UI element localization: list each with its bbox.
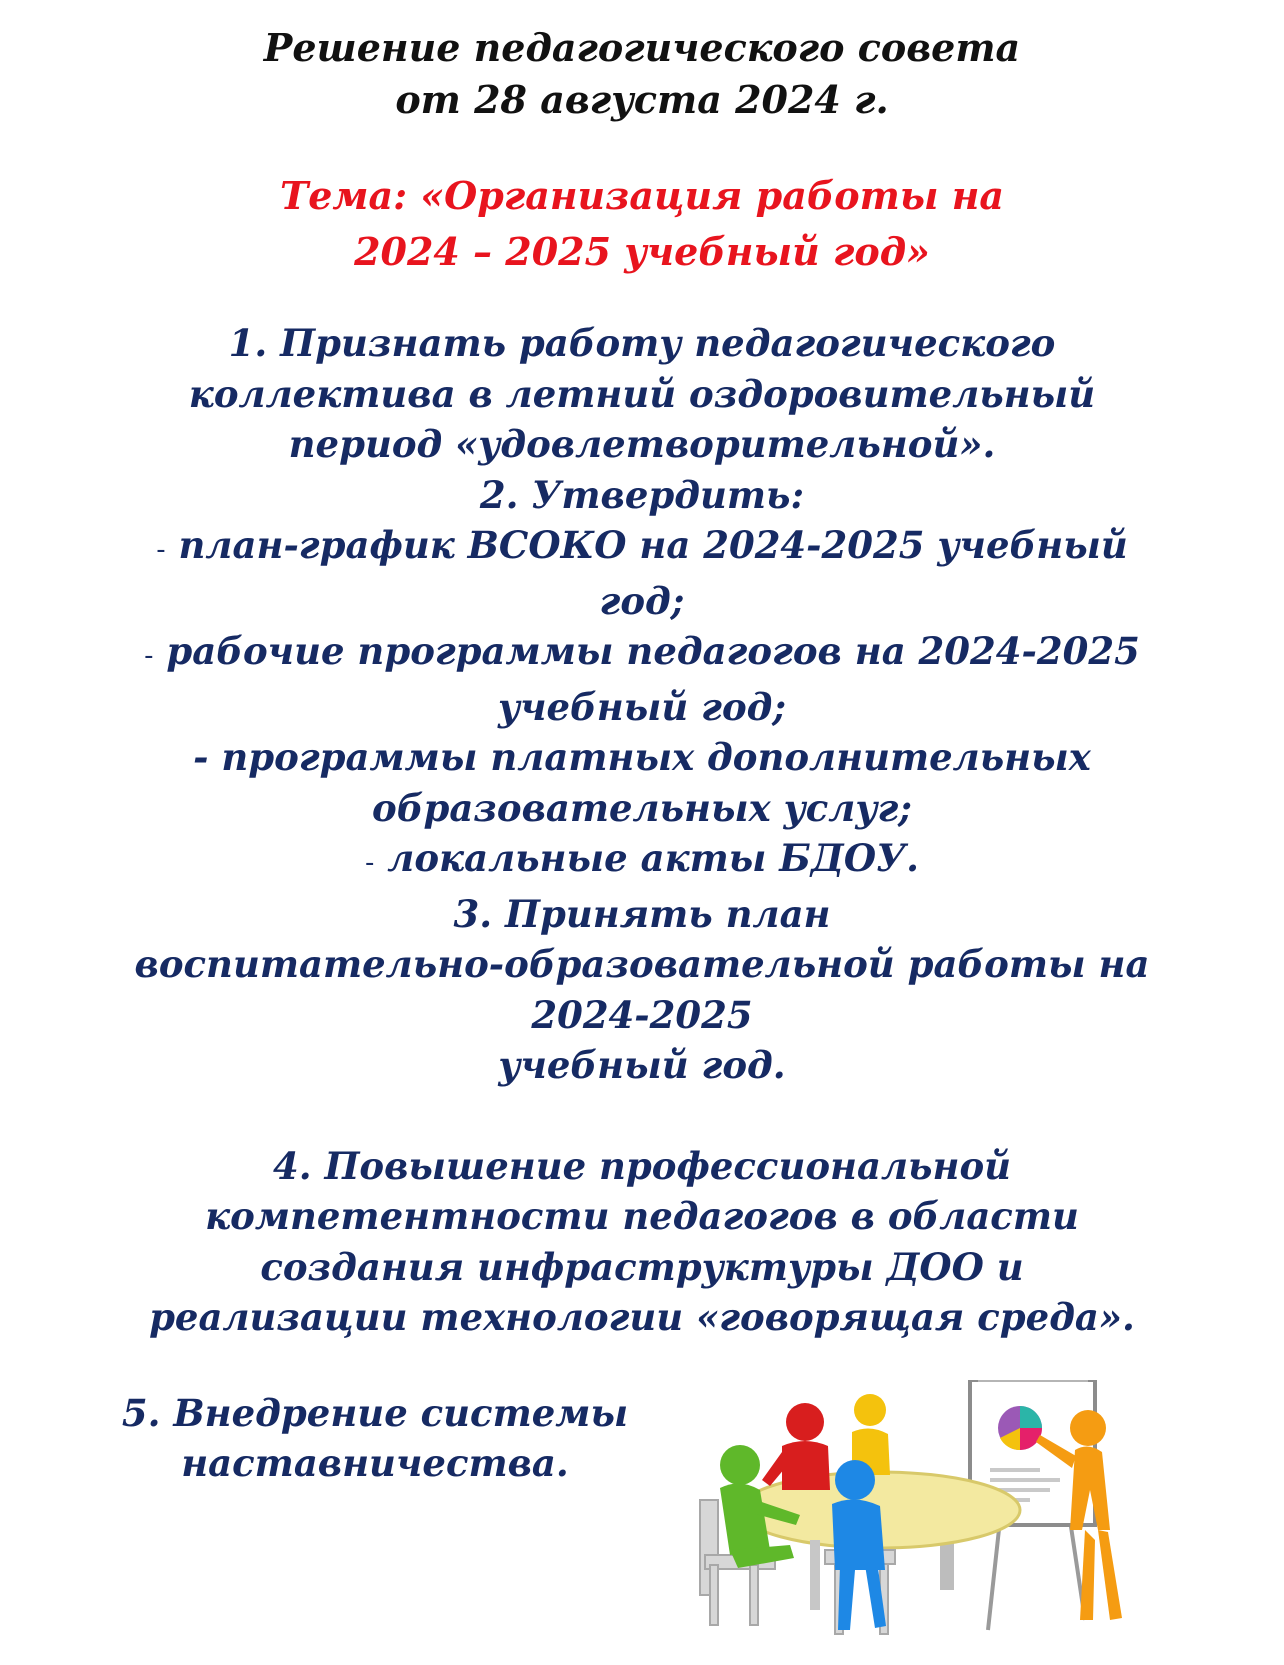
topic-line-2: 2024 – 2025 учебный год» — [354, 229, 930, 274]
item-2-sub-4 — [60, 833, 1224, 889]
bullet-dash: - — [144, 641, 154, 671]
item-1-line-2: коллектива в летний оздоровительный — [188, 371, 1096, 416]
meeting-people-illustration — [690, 1380, 1170, 1650]
item-3-line-1: 3. Принять план — [453, 891, 831, 936]
item-5 — [95, 1388, 655, 1488]
item-2-sub-3-line-1: программы платных дополнительных — [221, 735, 1091, 779]
bullet-dash: - — [193, 735, 209, 779]
item-3-line-2: воспитательно-образовательной работы на — [134, 942, 1150, 986]
item-4-line-2: компетентности педагогов в области — [205, 1194, 1079, 1238]
document-header — [0, 22, 1284, 126]
item-4-line-4: реализации технологии «говорящая среда». — [149, 1295, 1135, 1339]
item-2-sub-3-line-2: образовательных услуг; — [372, 785, 912, 830]
item-1-line-3: период «удовлетворительной». — [288, 422, 996, 466]
bullet-dash: - — [156, 535, 166, 565]
item-5-line-1: 5. Внедрение системы — [121, 1391, 629, 1435]
header-line-2: от 28 августа 2024 г. — [395, 77, 889, 122]
decision-items — [60, 318, 1224, 1343]
spacer — [60, 1091, 1224, 1141]
item-1-line-1: 1. Признать работу педагогического — [228, 321, 1056, 365]
bullet-dash: - — [365, 848, 375, 878]
header-line-1: Решение педагогического совета — [263, 25, 1021, 70]
item-2-heading: 2. Утвердить: — [479, 472, 805, 517]
item-2-sub-1-line-1: план-график ВСОКО на 2024-2025 учебный — [178, 523, 1128, 567]
item-2-sub-3 — [60, 732, 1224, 783]
item-4-line-3: создания инфраструктуры ДОО и — [260, 1244, 1024, 1289]
topic-title — [0, 168, 1284, 280]
item-4-line-1: 4. Повышение профессиональной — [272, 1143, 1012, 1188]
item-2-sub-1-line-2: год; — [599, 578, 685, 623]
item-2-sub-2 — [60, 626, 1224, 682]
item-2-sub-2-line-2: учебный год; — [497, 684, 787, 729]
topic-line-1: Тема: «Организация работы на — [279, 173, 1005, 218]
item-2-sub-1 — [60, 520, 1224, 576]
item-2-sub-2-line-1: рабочие программы педагогов на 2024-2025 — [166, 629, 1140, 673]
item-3-line-3: 2024-2025 — [531, 992, 753, 1037]
item-3-line-4: учебный год. — [498, 1043, 786, 1087]
item-5-line-2: наставничества. — [181, 1441, 569, 1485]
item-2-sub-4-text: локальные акты БДОУ. — [387, 836, 919, 880]
red-person-icon — [762, 1403, 830, 1490]
